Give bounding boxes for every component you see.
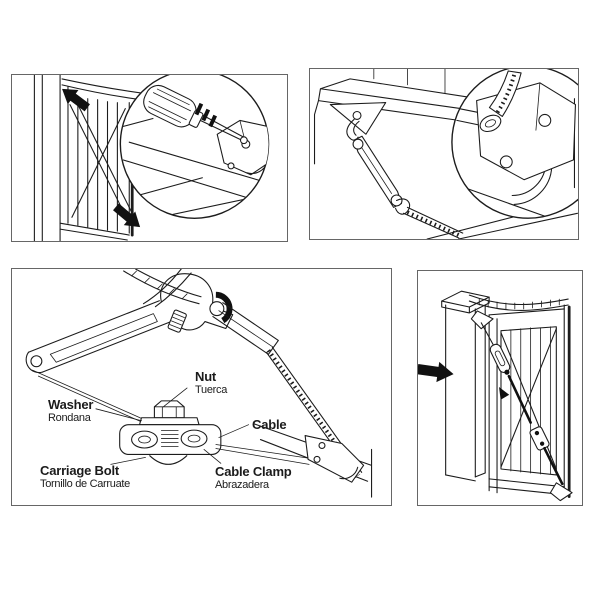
panel-parts-diagram [11, 268, 392, 506]
cable-assembly [471, 311, 572, 501]
label-carriage-bolt [40, 463, 130, 492]
label-cable-clamp-en: Cable Clamp [215, 464, 292, 479]
carriage-bolt-head [149, 455, 187, 464]
nut [154, 401, 184, 418]
label-cable-clamp [215, 464, 292, 493]
cable [396, 199, 463, 238]
label-cable-en: Cable [252, 417, 287, 432]
turnbuckle [353, 136, 402, 207]
label-cable-clamp-es: Abrazadera [215, 479, 269, 491]
cable-clamp [529, 426, 550, 451]
illustration-gate-screwdriver [12, 75, 287, 241]
label-nut-en: Nut [195, 369, 217, 384]
label-carriage-bolt-en: Carriage Bolt [40, 463, 120, 478]
fence-post [34, 75, 60, 241]
label-cable [252, 417, 286, 432]
arrow-right-icon [418, 359, 455, 384]
panel-step-hook-turnbuckle [309, 68, 579, 240]
label-washer [48, 397, 93, 426]
illustration-finished-gate [418, 271, 582, 505]
cable-clamp [120, 425, 221, 455]
washer [140, 418, 199, 425]
illustration-turnbuckle-hook [310, 69, 578, 239]
turnbuckle [489, 343, 512, 375]
label-washer-en: Washer [48, 397, 94, 412]
corner-bracket [330, 103, 385, 135]
panel-step-screw-bracket [11, 74, 288, 242]
panel-step-finished-gate [417, 270, 583, 506]
label-washer-es: Rondana [48, 412, 91, 424]
label-nut-es: Tuerca [195, 384, 228, 396]
label-carriage-bolt-es: Tornillo de Carruate [40, 478, 130, 490]
label-nut [195, 369, 227, 398]
wrench [26, 274, 233, 373]
